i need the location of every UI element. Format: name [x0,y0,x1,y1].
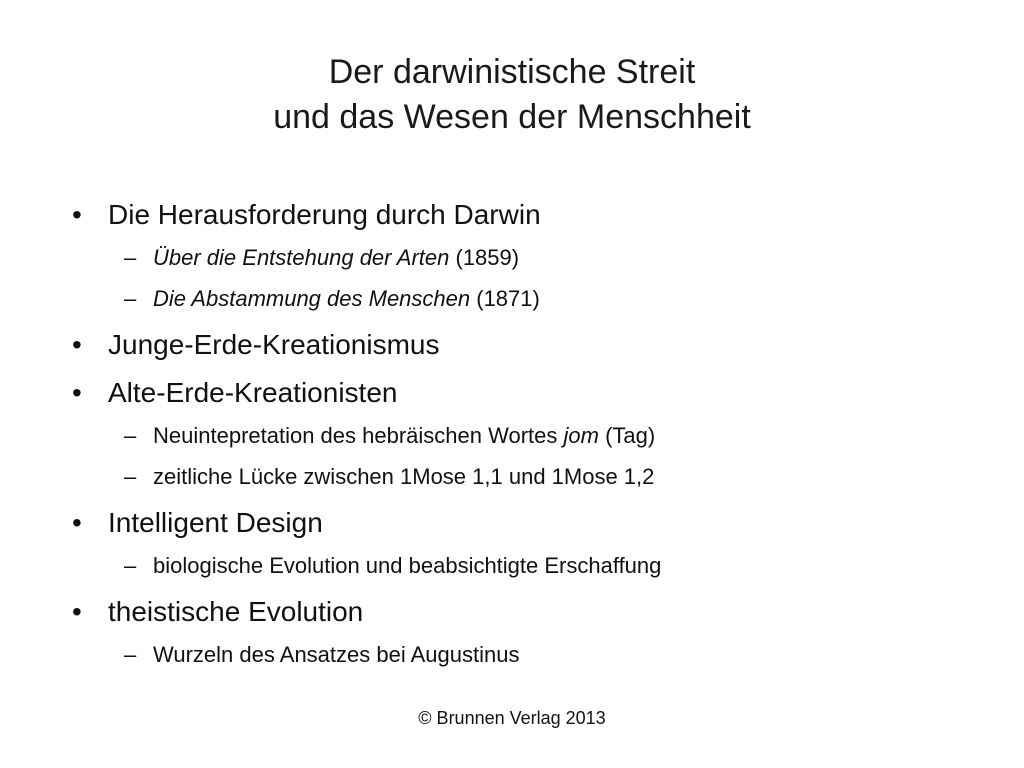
slide-title [0,50,1024,140]
sub-text: zeitliche Lücke zwischen 1Mose 1,1 und 1Mose 1,2 [153,464,655,489]
bullet-text: Die Herausforderung durch Darwin [108,199,541,230]
sub-text [153,278,540,319]
bullet-marker: • [72,199,82,230]
bullet-text: Alte-Erde-Kreationisten [108,377,398,408]
sub-marker: – [124,553,137,578]
sub-marker: – [124,642,137,667]
slide-content [72,193,972,675]
copyright-footer: © Brunnen Verlag 2013 [418,708,606,728]
sub-text: biologische Evolution und beabsichtigte Erschaffung [153,553,662,578]
bullet-marker: • [72,329,82,360]
sub-text [153,237,519,278]
sub-item [72,278,972,319]
sub-item [72,634,972,675]
sub-marker: – [124,423,137,448]
bullet-item [72,501,972,545]
sub-text: Wurzeln des Ansatzes bei Augustinus [153,642,520,667]
sub-item [72,237,972,278]
bullet-item [72,193,972,237]
bullet-item [72,323,972,367]
sub-text [153,415,655,456]
sub-marker: – [124,245,137,270]
sub-marker: – [124,464,137,489]
bullet-marker: • [72,507,82,538]
bullet-text: Junge-Erde-Kreationismus [108,329,440,360]
slide-title-line-2: und das Wesen der Menschheit [273,98,751,136]
sub-text-rest: (Tag) [598,423,656,448]
sub-text-before: Neuintepretation des hebräischen Wortes [153,423,564,448]
sub-text-rest: (1859) [449,245,520,270]
sub-item [72,415,972,456]
sub-text-rest: (1871) [470,286,540,311]
sub-text-italic: jom [563,423,599,448]
bullet-marker: • [72,596,82,627]
bullet-item [72,371,972,415]
bullet-marker: • [72,377,82,408]
sub-marker: – [124,286,137,311]
bullet-item [72,590,972,634]
bullet-text: theistische Evolution [108,596,364,627]
bullet-text: Intelligent Design [108,507,323,538]
sub-text-italic: Über die Entstehung der Arten [153,245,450,270]
sub-item [72,456,972,497]
slide-title-line-1: Der darwinistische Streit [328,53,696,91]
sub-text-italic: Die Abstammung des Menschen [153,286,471,311]
sub-item [72,545,972,586]
